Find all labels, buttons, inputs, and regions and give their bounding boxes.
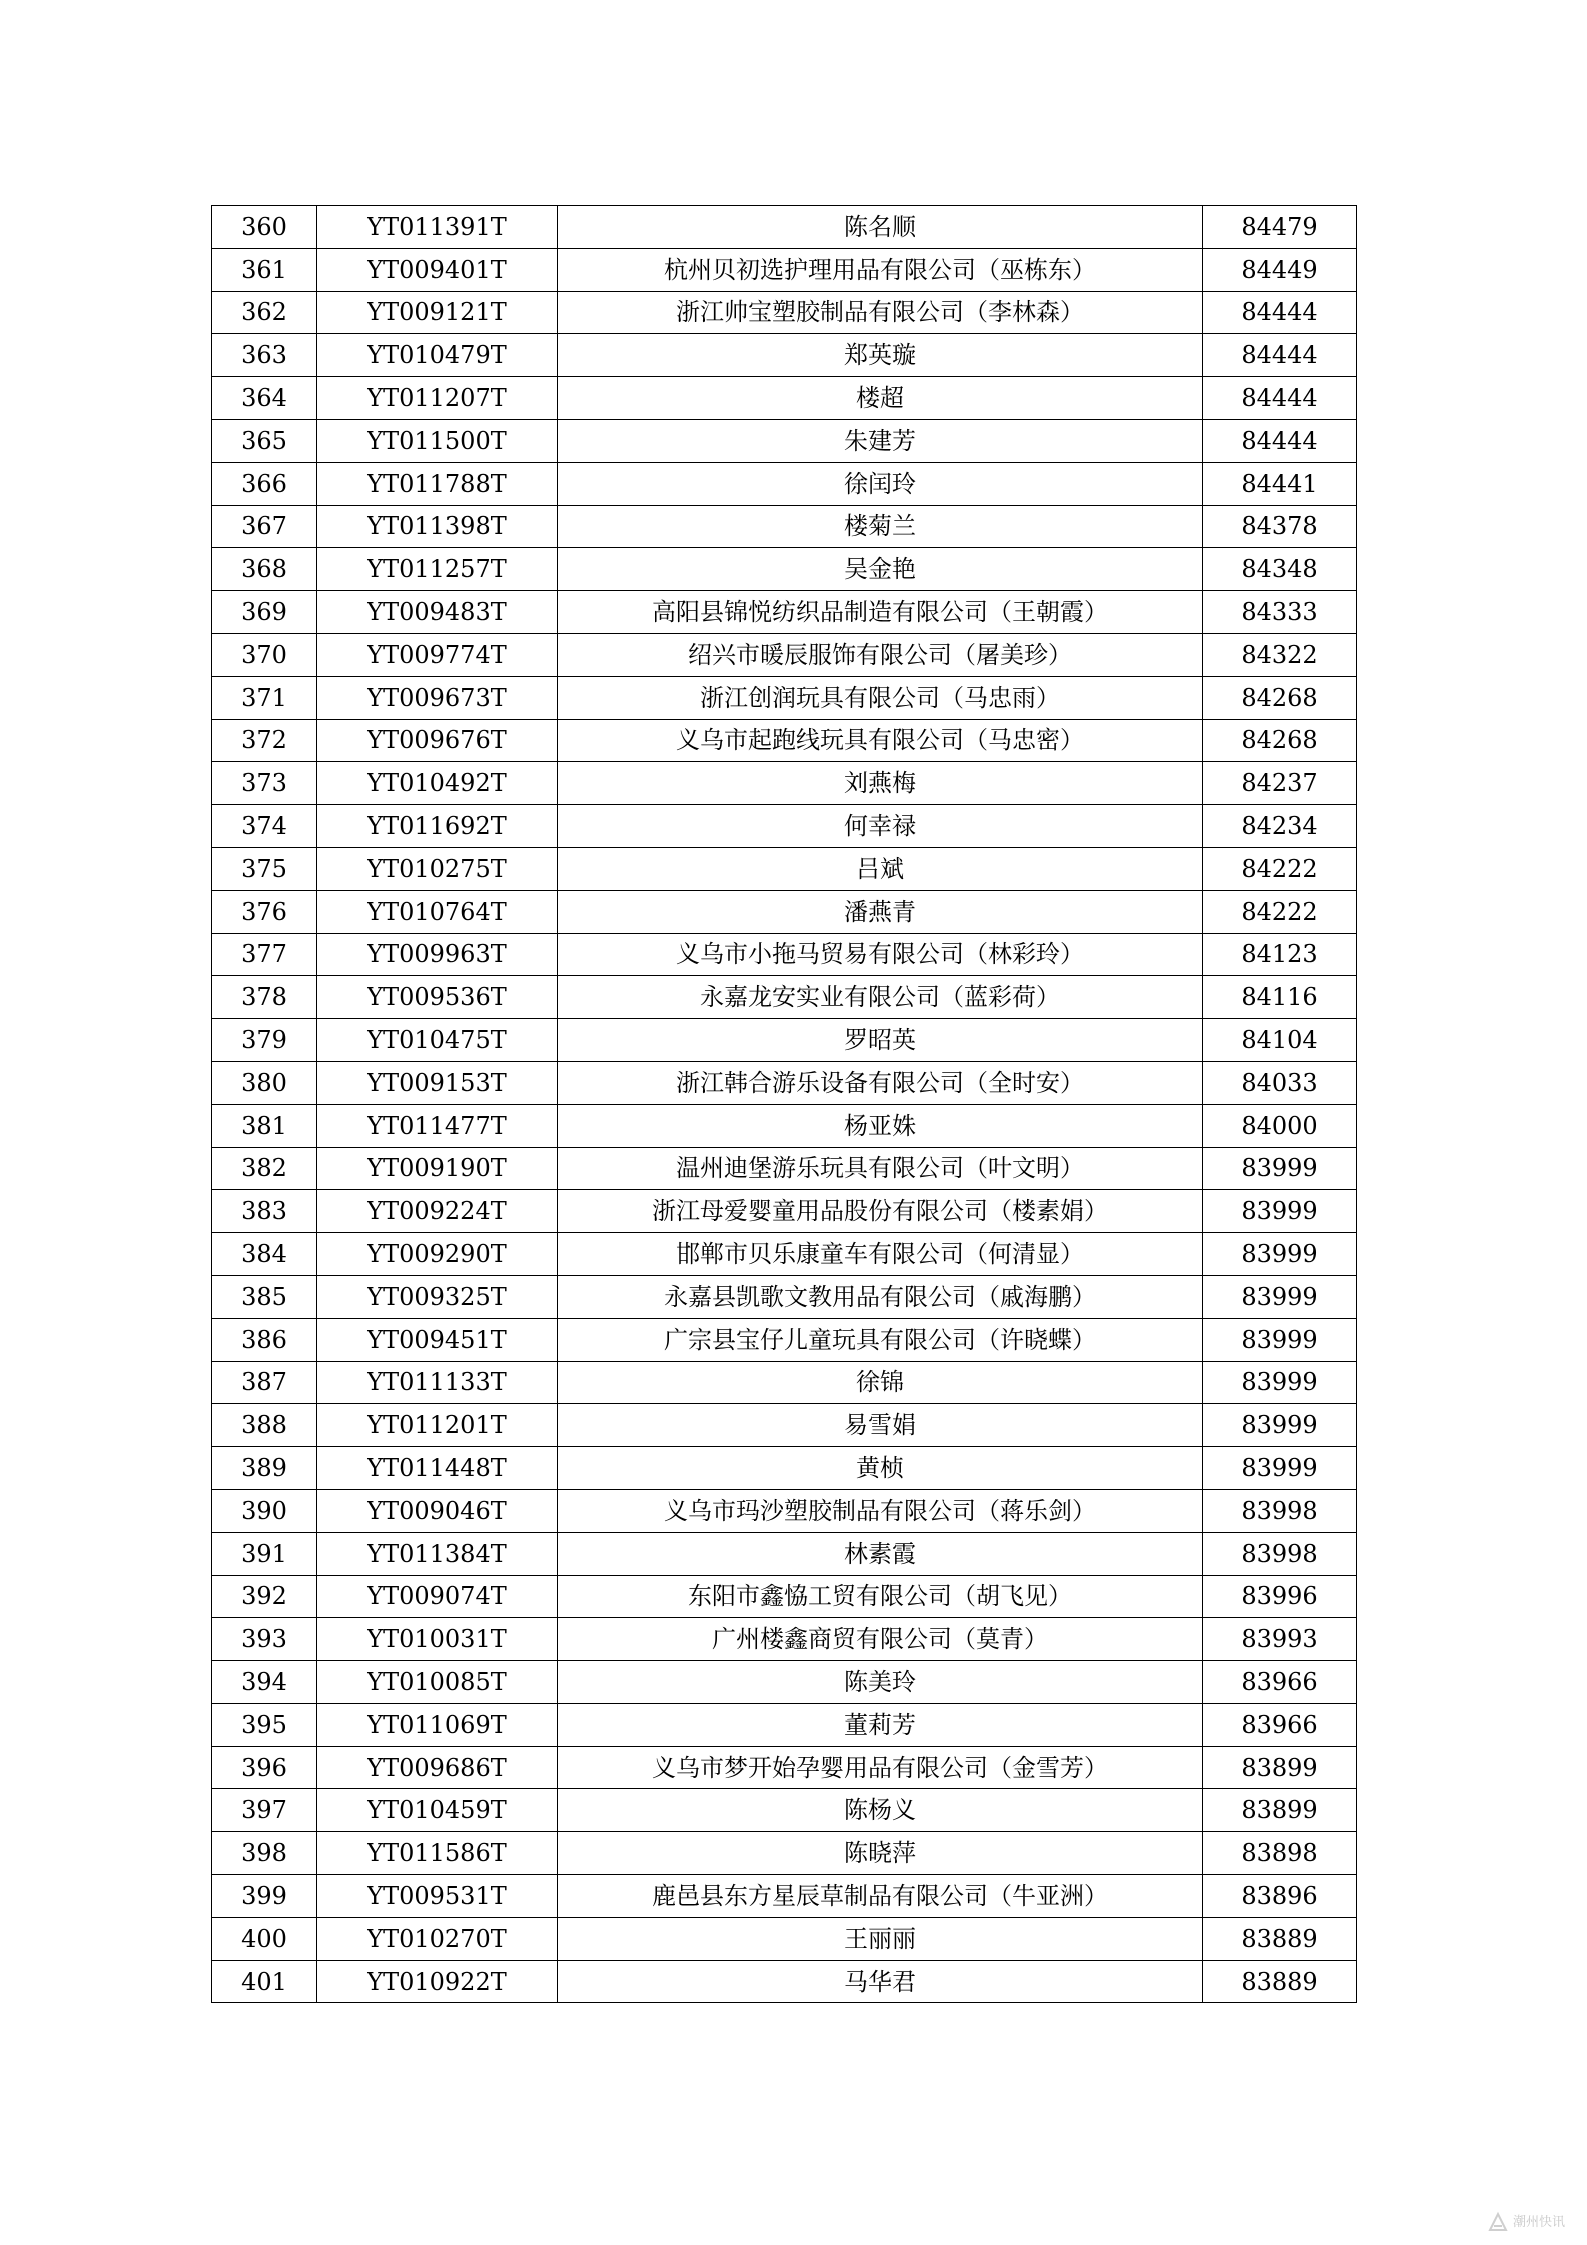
table-row [212,847,1357,890]
score-cell: 84033 [1203,1061,1357,1104]
score-cell: 84000 [1203,1104,1357,1147]
score-cell: 84104 [1203,1019,1357,1062]
row-number-cell: 390 [212,1489,317,1532]
applicant-name-cell: 绍兴市暖辰服饰有限公司（屠美珍） [558,633,1203,676]
row-number-cell: 370 [212,633,317,676]
score-cell: 83999 [1203,1147,1357,1190]
applicant-name-cell: 董莉芳 [558,1703,1203,1746]
table-row [212,1275,1357,1318]
registration-id-cell: YT009686T [317,1746,558,1789]
score-cell: 84444 [1203,419,1357,462]
applicant-name-cell: 永嘉县凯歌文教用品有限公司（戚海鹏） [558,1275,1203,1318]
table-row [212,1061,1357,1104]
table-row [212,206,1357,249]
applicant-name-cell: 高阳县锦悦纺织品制造有限公司（王朝霞） [558,591,1203,634]
row-number-cell: 373 [212,762,317,805]
registration-id-cell: YT009325T [317,1275,558,1318]
registration-id-cell: YT009536T [317,976,558,1019]
table-row [212,1104,1357,1147]
watermark-logo-icon [1487,2211,1509,2233]
registration-id-cell: YT010459T [317,1789,558,1832]
row-number-cell: 380 [212,1061,317,1104]
registration-id-cell: YT011069T [317,1703,558,1746]
applicant-name-cell: 徐锦 [558,1361,1203,1404]
table-row [212,976,1357,1019]
row-number-cell: 401 [212,1960,317,2003]
table-row [212,1361,1357,1404]
table-row [212,1661,1357,1704]
registration-id-cell: YT011384T [317,1532,558,1575]
score-cell: 84268 [1203,719,1357,762]
score-cell: 83999 [1203,1275,1357,1318]
row-number-cell: 376 [212,890,317,933]
table-row [212,890,1357,933]
table-row [212,1618,1357,1661]
table-row [212,1789,1357,1832]
applicant-name-cell: 永嘉龙安实业有限公司（蓝彩荷） [558,976,1203,1019]
row-number-cell: 367 [212,505,317,548]
table-row [212,1489,1357,1532]
table-row [212,1875,1357,1918]
applicant-name-cell: 陈美玲 [558,1661,1203,1704]
score-cell: 84444 [1203,291,1357,334]
score-cell: 83966 [1203,1703,1357,1746]
applicant-name-cell: 王丽丽 [558,1917,1203,1960]
registration-id-cell: YT010085T [317,1661,558,1704]
row-number-cell: 393 [212,1618,317,1661]
table-row [212,1233,1357,1276]
score-cell: 84449 [1203,248,1357,291]
row-number-cell: 381 [212,1104,317,1147]
row-number-cell: 382 [212,1147,317,1190]
row-number-cell: 383 [212,1190,317,1233]
row-number-cell: 388 [212,1404,317,1447]
registration-id-cell: YT009401T [317,248,558,291]
registration-id-cell: YT011398T [317,505,558,548]
score-cell: 83999 [1203,1447,1357,1490]
registration-id-cell: YT011692T [317,805,558,848]
score-cell: 83998 [1203,1532,1357,1575]
row-number-cell: 395 [212,1703,317,1746]
score-cell: 83996 [1203,1575,1357,1618]
registration-id-cell: YT010475T [317,1019,558,1062]
table-row [212,548,1357,591]
score-cell: 84322 [1203,633,1357,676]
score-cell: 84116 [1203,976,1357,1019]
applicant-name-cell: 吴金艳 [558,548,1203,591]
registration-id-cell: YT011500T [317,419,558,462]
registration-id-cell: YT010492T [317,762,558,805]
registration-id-cell: YT010270T [317,1917,558,1960]
registration-id-cell: YT009224T [317,1190,558,1233]
row-number-cell: 368 [212,548,317,591]
row-number-cell: 364 [212,377,317,420]
registration-id-cell: YT010764T [317,890,558,933]
table-row [212,1703,1357,1746]
row-number-cell: 372 [212,719,317,762]
score-cell: 84348 [1203,548,1357,591]
score-cell: 83889 [1203,1960,1357,2003]
table-row [212,248,1357,291]
registration-id-cell: YT009531T [317,1875,558,1918]
score-cell: 83889 [1203,1917,1357,1960]
applicant-name-cell: 楼菊兰 [558,505,1203,548]
score-cell: 83998 [1203,1489,1357,1532]
registration-id-cell: YT009451T [317,1318,558,1361]
table-row [212,462,1357,505]
row-number-cell: 363 [212,334,317,377]
applicant-name-cell: 浙江韩合游乐设备有限公司（全时安） [558,1061,1203,1104]
applicant-name-cell: 杨亚姝 [558,1104,1203,1147]
applicant-name-cell: 杭州贝初选护理用品有限公司（巫栋东） [558,248,1203,291]
registration-id-cell: YT009963T [317,933,558,976]
score-cell: 84441 [1203,462,1357,505]
registration-id-cell: YT009676T [317,719,558,762]
table-row [212,1832,1357,1875]
row-number-cell: 378 [212,976,317,1019]
score-cell: 84378 [1203,505,1357,548]
table-row [212,676,1357,719]
table-body [212,206,1357,2003]
row-number-cell: 375 [212,847,317,890]
table-row [212,1318,1357,1361]
row-number-cell: 397 [212,1789,317,1832]
watermark [1487,2211,1565,2233]
registration-id-cell: YT011207T [317,377,558,420]
table-row [212,1447,1357,1490]
registration-id-cell: YT009153T [317,1061,558,1104]
score-cell: 83899 [1203,1789,1357,1832]
registration-id-cell: YT011257T [317,548,558,591]
row-number-cell: 365 [212,419,317,462]
score-cell: 84444 [1203,334,1357,377]
applicant-name-cell: 何幸禄 [558,805,1203,848]
row-number-cell: 362 [212,291,317,334]
applicant-name-cell: 义乌市梦开始孕婴用品有限公司（金雪芳） [558,1746,1203,1789]
score-cell: 83899 [1203,1746,1357,1789]
applicant-name-cell: 楼超 [558,377,1203,420]
ranking-table [211,205,1357,2003]
applicant-name-cell: 马华君 [558,1960,1203,2003]
score-cell: 84222 [1203,847,1357,890]
score-cell: 84222 [1203,890,1357,933]
row-number-cell: 379 [212,1019,317,1062]
table-row [212,1404,1357,1447]
registration-id-cell: YT009774T [317,633,558,676]
score-cell: 84479 [1203,206,1357,249]
table-row [212,719,1357,762]
row-number-cell: 386 [212,1318,317,1361]
applicant-name-cell: 广州楼鑫商贸有限公司（莫青） [558,1618,1203,1661]
registration-id-cell: YT009121T [317,291,558,334]
table-row [212,805,1357,848]
table-row [212,1575,1357,1618]
registration-id-cell: YT011788T [317,462,558,505]
score-cell: 84333 [1203,591,1357,634]
score-cell: 84237 [1203,762,1357,805]
applicant-name-cell: 鹿邑县东方星辰草制品有限公司（牛亚洲） [558,1875,1203,1918]
row-number-cell: 374 [212,805,317,848]
table-row [212,1960,1357,2003]
applicant-name-cell: 吕斌 [558,847,1203,890]
registration-id-cell: YT011477T [317,1104,558,1147]
row-number-cell: 369 [212,591,317,634]
applicant-name-cell: 浙江帅宝塑胶制品有限公司（李林森） [558,291,1203,334]
applicant-name-cell: 林素霞 [558,1532,1203,1575]
row-number-cell: 385 [212,1275,317,1318]
watermark-text: 潮州快讯 [1512,2214,1565,2230]
table-row [212,334,1357,377]
registration-id-cell: YT010479T [317,334,558,377]
score-cell: 84234 [1203,805,1357,848]
applicant-name-cell: 潘燕青 [558,890,1203,933]
applicant-name-cell: 义乌市小拖马贸易有限公司（林彩玲） [558,933,1203,976]
registration-id-cell: YT009046T [317,1489,558,1532]
row-number-cell: 396 [212,1746,317,1789]
table-row [212,1532,1357,1575]
applicant-name-cell: 刘燕梅 [558,762,1203,805]
row-number-cell: 377 [212,933,317,976]
applicant-name-cell: 广宗县宝仔儿童玩具有限公司（许晓蝶） [558,1318,1203,1361]
registration-id-cell: YT009190T [317,1147,558,1190]
registration-id-cell: YT010031T [317,1618,558,1661]
score-cell: 84268 [1203,676,1357,719]
row-number-cell: 387 [212,1361,317,1404]
registration-id-cell: YT011586T [317,1832,558,1875]
applicant-name-cell: 陈名顺 [558,206,1203,249]
row-number-cell: 391 [212,1532,317,1575]
applicant-name-cell: 邯郸市贝乐康童车有限公司（何清显） [558,1233,1203,1276]
applicant-name-cell: 罗昭英 [558,1019,1203,1062]
registration-id-cell: YT009483T [317,591,558,634]
score-cell: 83999 [1203,1404,1357,1447]
table-row [212,1917,1357,1960]
table-row [212,1019,1357,1062]
score-cell: 83999 [1203,1318,1357,1361]
table-row [212,419,1357,462]
score-cell: 83999 [1203,1361,1357,1404]
registration-id-cell: YT010922T [317,1960,558,2003]
table-row [212,1746,1357,1789]
applicant-name-cell: 东阳市鑫恊工贸有限公司（胡飞见） [558,1575,1203,1618]
registration-id-cell: YT009074T [317,1575,558,1618]
registration-id-cell: YT011201T [317,1404,558,1447]
registration-id-cell: YT009673T [317,676,558,719]
row-number-cell: 400 [212,1917,317,1960]
row-number-cell: 384 [212,1233,317,1276]
row-number-cell: 389 [212,1447,317,1490]
registration-id-cell: YT011133T [317,1361,558,1404]
registration-id-cell: YT009290T [317,1233,558,1276]
row-number-cell: 399 [212,1875,317,1918]
applicant-name-cell: 朱建芳 [558,419,1203,462]
applicant-name-cell: 陈杨义 [558,1789,1203,1832]
applicant-name-cell: 浙江母爱婴童用品股份有限公司（楼素娟） [558,1190,1203,1233]
registration-id-cell: YT010275T [317,847,558,890]
table-row [212,591,1357,634]
score-cell: 83993 [1203,1618,1357,1661]
table-row [212,291,1357,334]
score-cell: 83999 [1203,1190,1357,1233]
registration-id-cell: YT011391T [317,206,558,249]
applicant-name-cell: 义乌市起跑线玩具有限公司（马忠密） [558,719,1203,762]
row-number-cell: 392 [212,1575,317,1618]
table-row [212,633,1357,676]
table-row [212,1190,1357,1233]
row-number-cell: 398 [212,1832,317,1875]
applicant-name-cell: 温州迪堡游乐玩具有限公司（叶文明） [558,1147,1203,1190]
applicant-name-cell: 浙江创润玩具有限公司（马忠雨） [558,676,1203,719]
table-row [212,1147,1357,1190]
row-number-cell: 371 [212,676,317,719]
applicant-name-cell: 陈晓萍 [558,1832,1203,1875]
score-cell: 84123 [1203,933,1357,976]
table-row [212,933,1357,976]
table-row [212,762,1357,805]
registration-id-cell: YT011448T [317,1447,558,1490]
score-cell: 83999 [1203,1233,1357,1276]
score-cell: 83896 [1203,1875,1357,1918]
row-number-cell: 360 [212,206,317,249]
row-number-cell: 366 [212,462,317,505]
table-row [212,377,1357,420]
applicant-name-cell: 徐闰玲 [558,462,1203,505]
score-cell: 84444 [1203,377,1357,420]
applicant-name-cell: 黄桢 [558,1447,1203,1490]
applicant-name-cell: 易雪娟 [558,1404,1203,1447]
score-cell: 83898 [1203,1832,1357,1875]
applicant-name-cell: 义乌市玛沙塑胶制品有限公司（蒋乐剑） [558,1489,1203,1532]
row-number-cell: 361 [212,248,317,291]
applicant-name-cell: 郑英璇 [558,334,1203,377]
table-row [212,505,1357,548]
row-number-cell: 394 [212,1661,317,1704]
score-cell: 83966 [1203,1661,1357,1704]
